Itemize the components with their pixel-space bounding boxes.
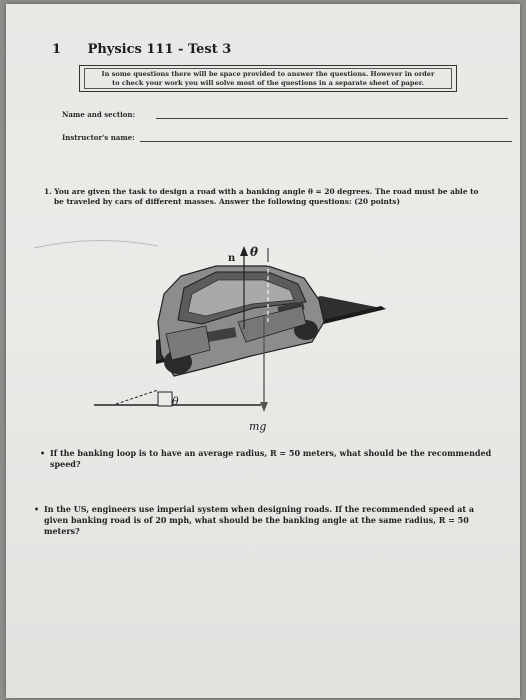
instructor-name-label: Instructor's name: — [62, 133, 135, 142]
question-1a-line-1: If the banking loop is to have an average radius, R = 50 meters, what should be the recommended — [50, 448, 492, 458]
question-1b — [34, 504, 512, 537]
theta-angle-box — [158, 392, 172, 406]
question-1b-line-1: In the US, engineers use imperial system when designing roads. If the recommended speed at a — [44, 504, 475, 514]
question-1a — [40, 448, 512, 470]
bullet-dot: • — [40, 448, 46, 458]
instructions-line-1: In some questions there will be space provided to answer the questions. However in order — [101, 70, 435, 78]
weight-label: mg — [249, 420, 267, 433]
page-number: 1 — [52, 42, 62, 57]
question-1b-line-2: given banking road is of 20 mph, what should be the banking angle at the same radius, R = 50 — [44, 515, 469, 525]
exam-title: Physics 111 - Test 3 — [87, 42, 232, 57]
incline-dashed-line — [116, 390, 158, 404]
question-1b-line-3: meters? — [44, 526, 80, 536]
theta-bottom-label: θ — [172, 395, 179, 408]
instructions-line-2: to check your work you will solve most of the questions in a separate sheet of paper. — [112, 79, 424, 87]
theta-top-label: θ — [250, 245, 259, 259]
normal-force-label: n — [228, 253, 236, 264]
question-1-line-2: be traveled by cars of different masses. Answer the following questions: (20 points) — [54, 197, 400, 206]
question-1-line-1: 1. You are given the task to design a road with a banking angle θ = 20 degrees. The road must be able to — [44, 187, 479, 196]
race-car — [158, 266, 324, 376]
name-section-label: Name and section: — [62, 110, 136, 119]
question-1a-line-2: speed? — [50, 459, 81, 469]
banked-car-figure — [6, 4, 520, 444]
exam-page — [6, 4, 520, 698]
bullet-dot: • — [34, 504, 40, 514]
road-edge-curve — [34, 240, 158, 248]
